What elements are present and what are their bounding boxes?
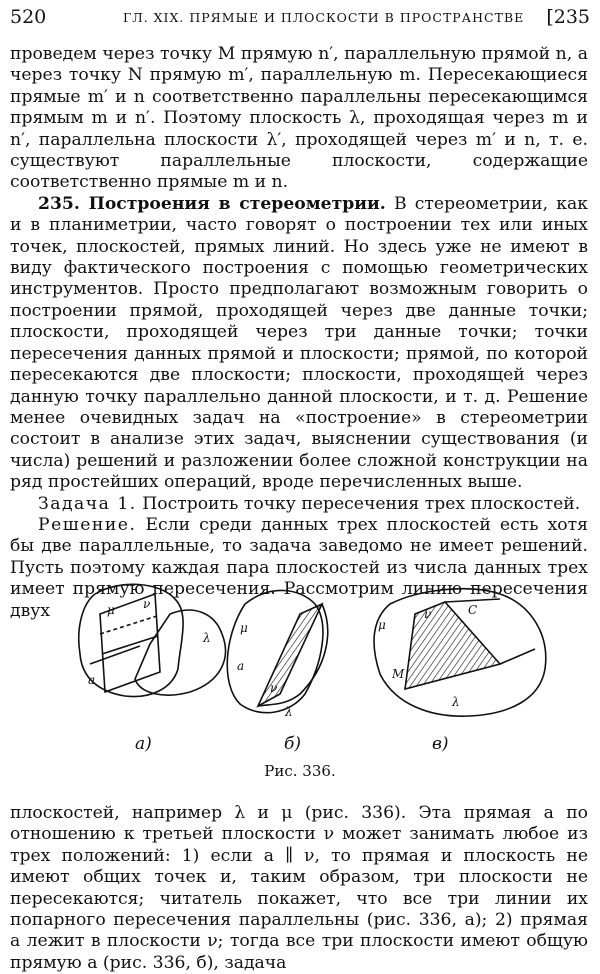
figure-caption: Рис. 336.: [264, 762, 336, 780]
figure-336: [0, 574, 600, 789]
label-line-a: a: [88, 673, 96, 687]
page-header: [10, 6, 590, 34]
figure-panel-c: [374, 589, 546, 716]
figure-panel-b: [227, 590, 327, 719]
panel-label-a: а): [135, 734, 152, 754]
main-text: [10, 44, 588, 622]
label-mu-c: μ: [378, 618, 386, 632]
label-m-c: M: [392, 667, 405, 681]
label-nu-c: ν: [424, 607, 432, 621]
label-lambda-a: λ: [203, 631, 211, 645]
label-lambda-c: λ: [452, 695, 460, 709]
section-title: 235. Построения в стереометрии.: [38, 193, 386, 214]
continuation-paragraph: плоскостей, например λ и μ (рис. 336). Эта прямая a по отношению к третьей плоскости ν может занимать любое из трех положений: 1) если a ∥ ν, то прямая и плоскость не имеют общих точек и, таким образом, три плоскости не пересекаются; читатель покажет, что все три линии их попарного пересечения параллельны (рис. 336, a); 2) прямая a лежит в плоскости ν; тогда все три плоскости имеют общую прямую a (рис. 336, б), задача: [10, 803, 588, 973]
section-text: В стереометрии, как и в планиметрии, часто говорят о построении тех или иных точек, плоскостей, прямых линий. Но здесь уже не имеют в виду фактического построения с помощью геометрических инструментов. Просто предполагают возможным говорить о построении прямой, проходящей через две данные точки; плоскости, проходящей через три данные точки; точки пересечения данных прямой и плоскости; прямой, по которой пересекаются две плоскости; плоскости, проходящей через данную точку параллельно данной плоскости, и т. д. Решение менее очевидных задач на «построение» в стереометрии состоит в анализе этих задач, выяснении существования (и числа) решений и разложении более сложной конструкции на ряд простейших операций, вроде перечисленных выше.: [10, 193, 588, 493]
page-number: 520: [10, 6, 47, 28]
label-line-b: a: [237, 659, 245, 673]
figure-drawing: [0, 574, 600, 759]
label-mu-a: μ: [107, 603, 115, 617]
running-title: ГЛ. XIX. ПРЯМЫЕ И ПЛОСКОСТИ В ПРОСТРАНСТВЕ: [123, 10, 525, 25]
intro-paragraph: проведем через точку M прямую n′, параллельную прямой n, а через точку N прямую m′, параллельную m. Пересекающиеся прямые m′ и n соответственно параллельны пересекающимся прямым m и n′. Поэтому плоскость λ, проходящая через m и n′, параллельна плоскости λ′, проходящей через m′ и n, т. е. существуют параллельные плоскости, содержащие соответственно прямые m и n.: [10, 44, 588, 193]
label-mu-b: μ: [240, 621, 248, 635]
section-paragraph: [10, 194, 588, 494]
panel-label-c: в): [432, 734, 449, 754]
label-nu-a: ν: [143, 597, 151, 611]
label-lambda-b: λ: [285, 705, 293, 719]
solution-label: Решение.: [38, 514, 137, 535]
figure-panel-a: [79, 584, 226, 696]
task-label: Задача 1.: [38, 493, 137, 514]
plane-nu-hatched: [405, 602, 500, 689]
label-nu-b: ν: [270, 681, 278, 695]
solution-text: Если среди данных трех плоскостей есть хотя бы две параллельные, то задача заведомо не имеет решений. Пусть поэтому каждая пара плоскостей из числа данных трех имеет прямую пересечения. Рассмотрим линию пересечения двух: [10, 514, 588, 621]
task-paragraph: [10, 494, 588, 515]
task-text: Построить точку пересечения трех плоскостей.: [142, 493, 581, 514]
label-c-c: C: [468, 603, 478, 617]
panel-label-b: б): [284, 734, 302, 754]
section-reference: [235: [546, 6, 590, 28]
continuation-text: [10, 803, 588, 974]
plane-nu-hatched: [258, 604, 322, 706]
